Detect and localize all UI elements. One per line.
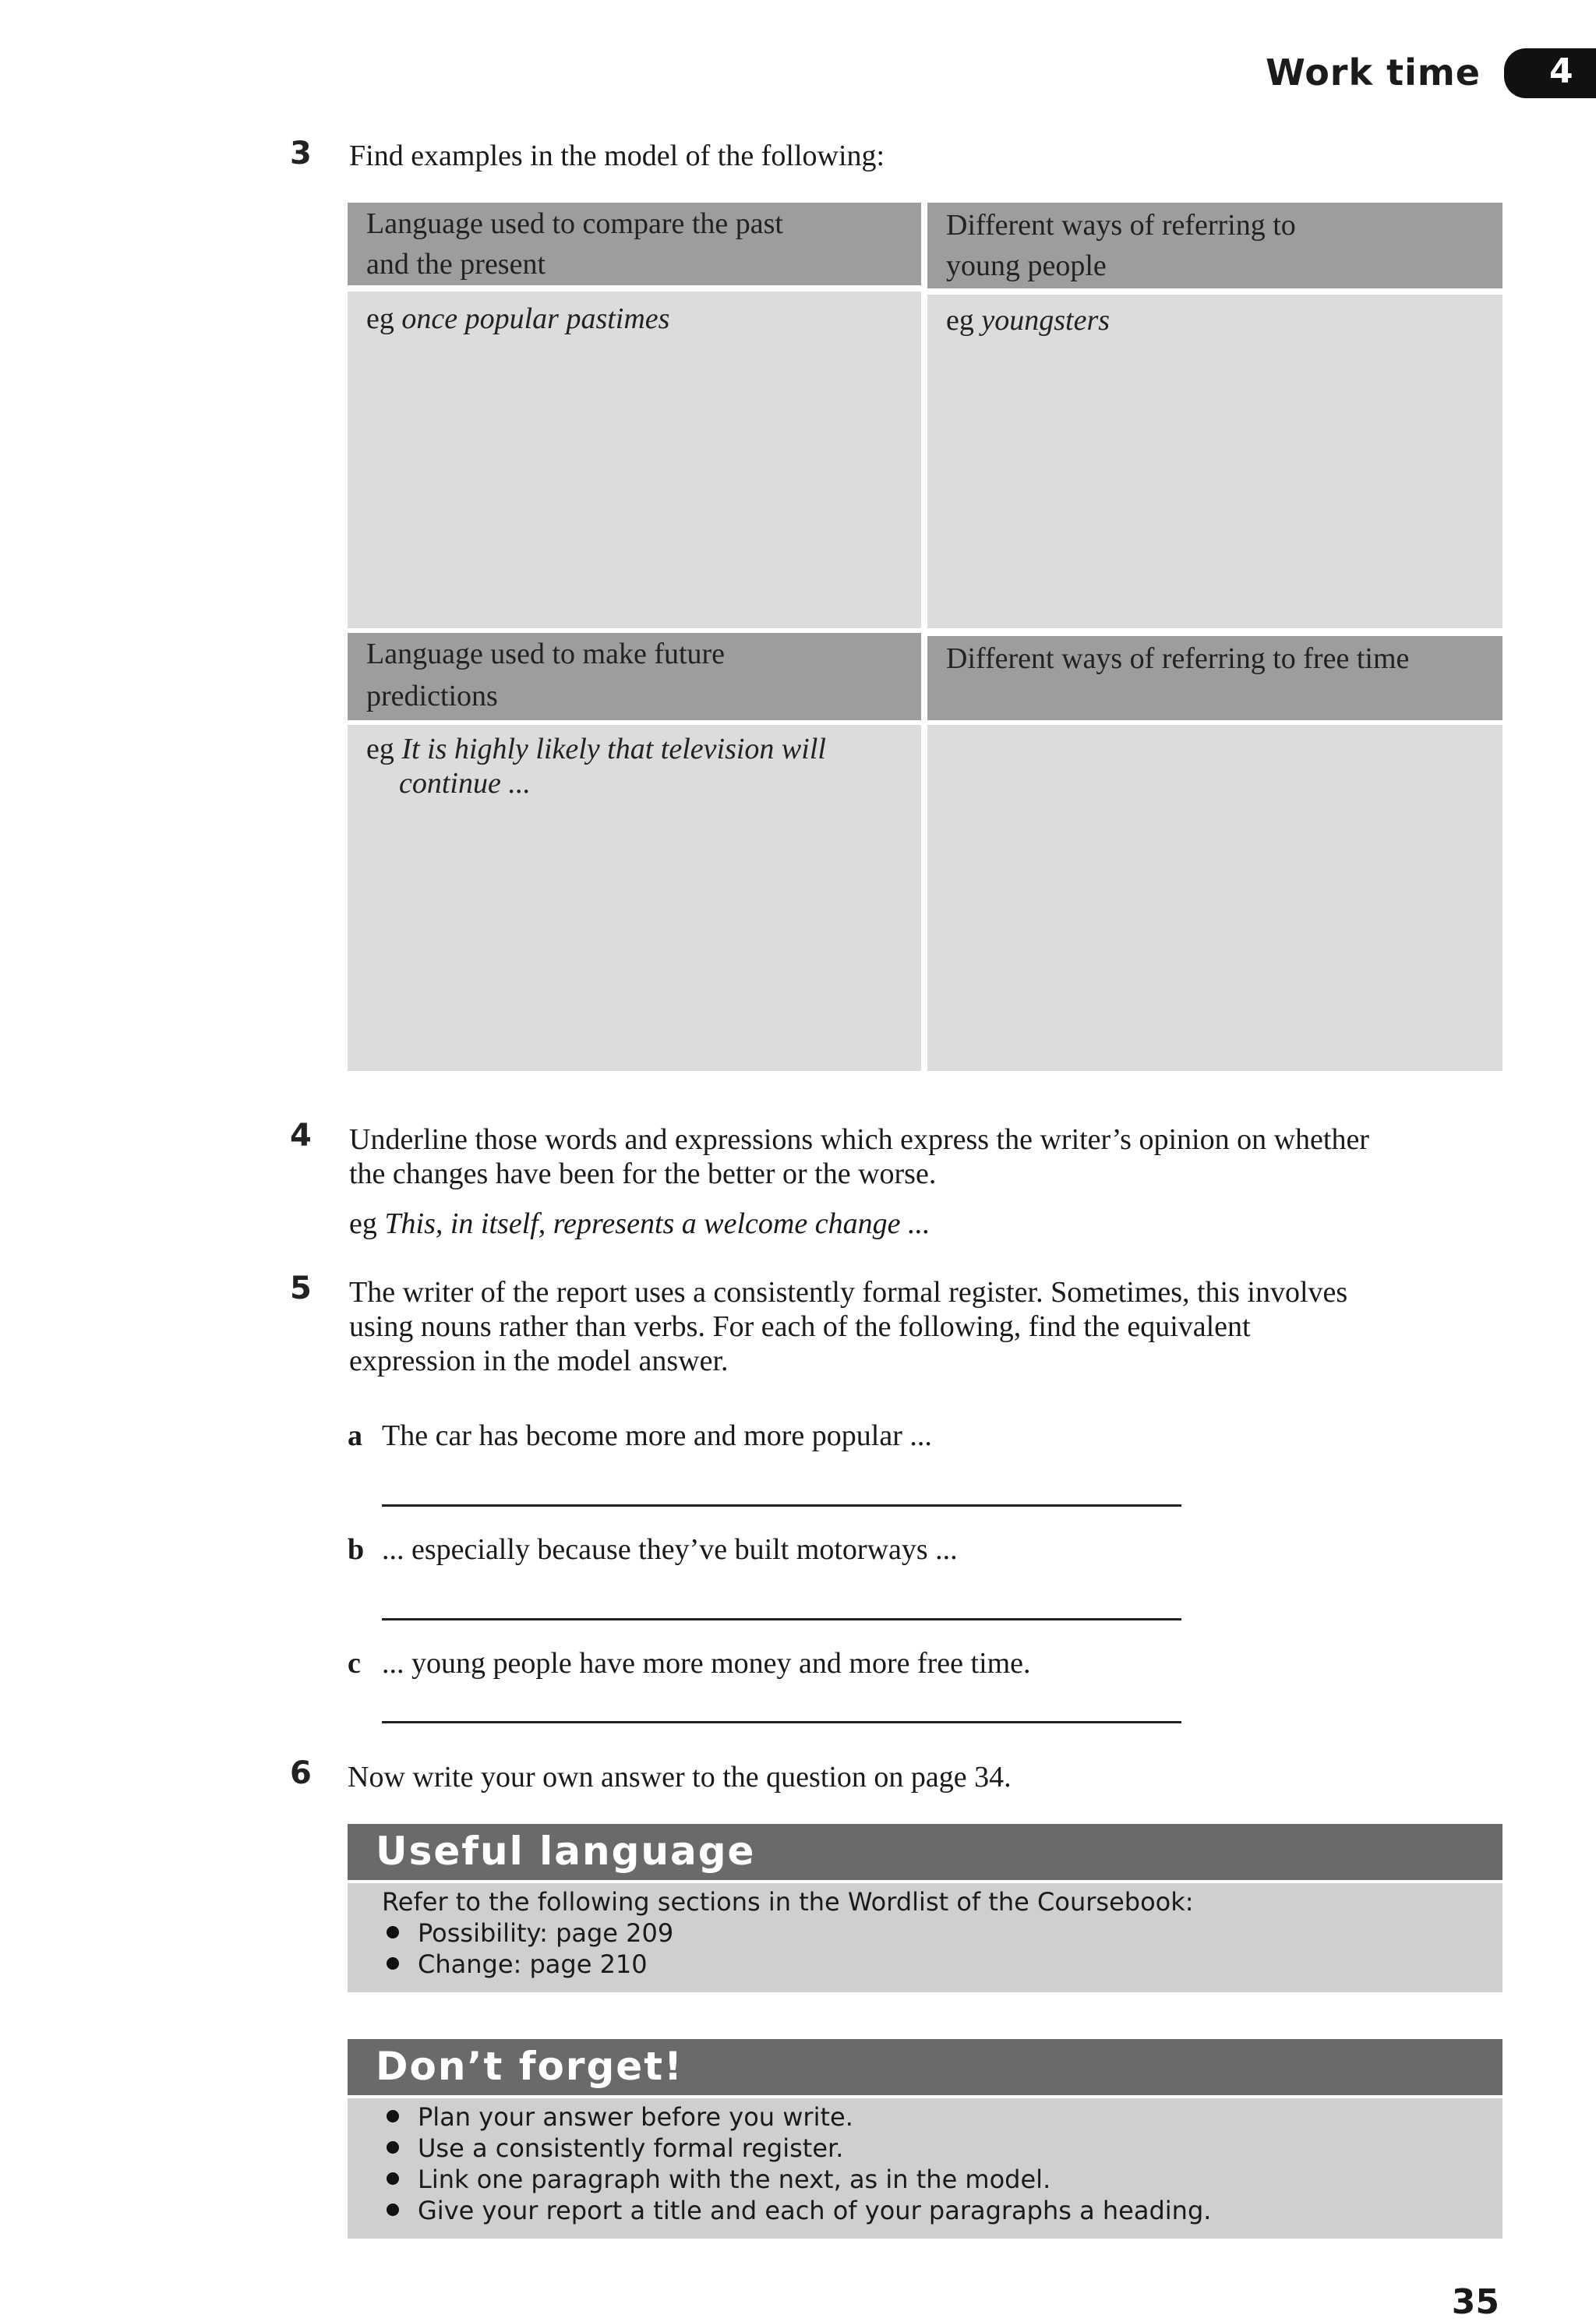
question-5-number: 5 xyxy=(290,1271,312,1306)
item-text-a: The car has become more and more popular ... xyxy=(382,1419,932,1452)
question-4-line: Underline those words and expressions which express the writer’s opinion on whether xyxy=(349,1123,1369,1156)
question-3-number: 3 xyxy=(290,136,312,171)
heading-line: Language used to make future xyxy=(366,638,726,670)
table-answer-area[interactable] xyxy=(927,725,1502,1071)
unit-number: 4 xyxy=(1549,51,1573,91)
question-4-number: 4 xyxy=(290,1118,312,1154)
bullet-icon xyxy=(387,2141,399,2154)
item-text-b: ... especially because they’ve built motorways ... xyxy=(382,1533,958,1566)
question-3-text: Find examples in the model of the following: xyxy=(349,140,885,172)
useful-language-body xyxy=(348,1883,1502,1992)
section-title: Work time xyxy=(1266,51,1481,94)
example-text: eg youngsters xyxy=(946,304,1110,337)
answer-line-b[interactable] xyxy=(382,1618,1181,1620)
useful-language-title: Useful language xyxy=(376,1829,756,1874)
item-letter-a: a xyxy=(348,1419,362,1452)
table-heading-young-people xyxy=(927,203,1502,288)
bullet-icon xyxy=(387,1957,399,1970)
heading-line: and the present xyxy=(366,248,546,281)
item-letter-b: b xyxy=(348,1533,365,1566)
bullet-icon xyxy=(387,2204,399,2216)
list-item: Link one paragraph with the next, as in the model. xyxy=(387,2164,1050,2195)
example-text: eg once popular pastimes xyxy=(366,302,670,335)
question-6-text: Now write your own answer to the question on page 34. xyxy=(348,1761,1012,1794)
list-item: Plan your answer before you write. xyxy=(387,2101,853,2133)
bullet-icon xyxy=(387,2110,399,2122)
question-4-example: eg This, in itself, represents a welcome change ... xyxy=(349,1207,930,1240)
dont-forget-header xyxy=(348,2039,1502,2095)
answer-line-a[interactable] xyxy=(382,1504,1181,1507)
question-5-line: The writer of the report uses a consistently formal register. Sometimes, this involves xyxy=(349,1276,1348,1309)
useful-language-header xyxy=(348,1824,1502,1880)
heading-line: Different ways of referring to free time xyxy=(946,642,1410,675)
bullet-icon xyxy=(387,1926,399,1939)
question-5-line: using nouns rather than verbs. For each of the following, find the equivalent xyxy=(349,1310,1251,1343)
list-item: Possibility: page 209 xyxy=(387,1917,673,1949)
table-answer-area[interactable] xyxy=(927,295,1502,628)
item-letter-c: c xyxy=(348,1647,361,1680)
list-item: Use a consistently formal register. xyxy=(387,2133,843,2164)
example-text: eg It is highly likely that television will xyxy=(366,733,826,765)
list-item: Change: page 210 xyxy=(387,1949,648,1980)
heading-line: Language used to compare the past xyxy=(366,207,783,240)
dont-forget-body xyxy=(348,2098,1502,2239)
example-text: continue ... xyxy=(399,767,531,800)
heading-line: predictions xyxy=(366,680,498,712)
heading-line: young people xyxy=(946,249,1107,282)
table-answer-area[interactable] xyxy=(348,292,921,628)
question-4-line: the changes have been for the better or the worse. xyxy=(349,1157,937,1190)
table-answer-area[interactable] xyxy=(348,725,921,1071)
useful-language-intro: Refer to the following sections in the Wordlist of the Coursebook: xyxy=(382,1887,1194,1917)
table-heading-compare-past-present xyxy=(348,203,921,285)
heading-line: Different ways of referring to xyxy=(946,209,1296,242)
dont-forget-title: Don’t forget! xyxy=(376,2044,683,2089)
list-item: Give your report a title and each of your paragraphs a heading. xyxy=(387,2195,1211,2226)
table-heading-future-predictions xyxy=(348,633,921,720)
item-text-c: ... young people have more money and more free time. xyxy=(382,1647,1031,1680)
bullet-icon xyxy=(387,2172,399,2185)
answer-line-c[interactable] xyxy=(382,1721,1181,1723)
page-number: 35 xyxy=(1451,2282,1499,2322)
question-5-line: expression in the model answer. xyxy=(349,1345,729,1377)
table-heading-free-time xyxy=(927,636,1502,720)
question-6-number: 6 xyxy=(290,1755,312,1791)
